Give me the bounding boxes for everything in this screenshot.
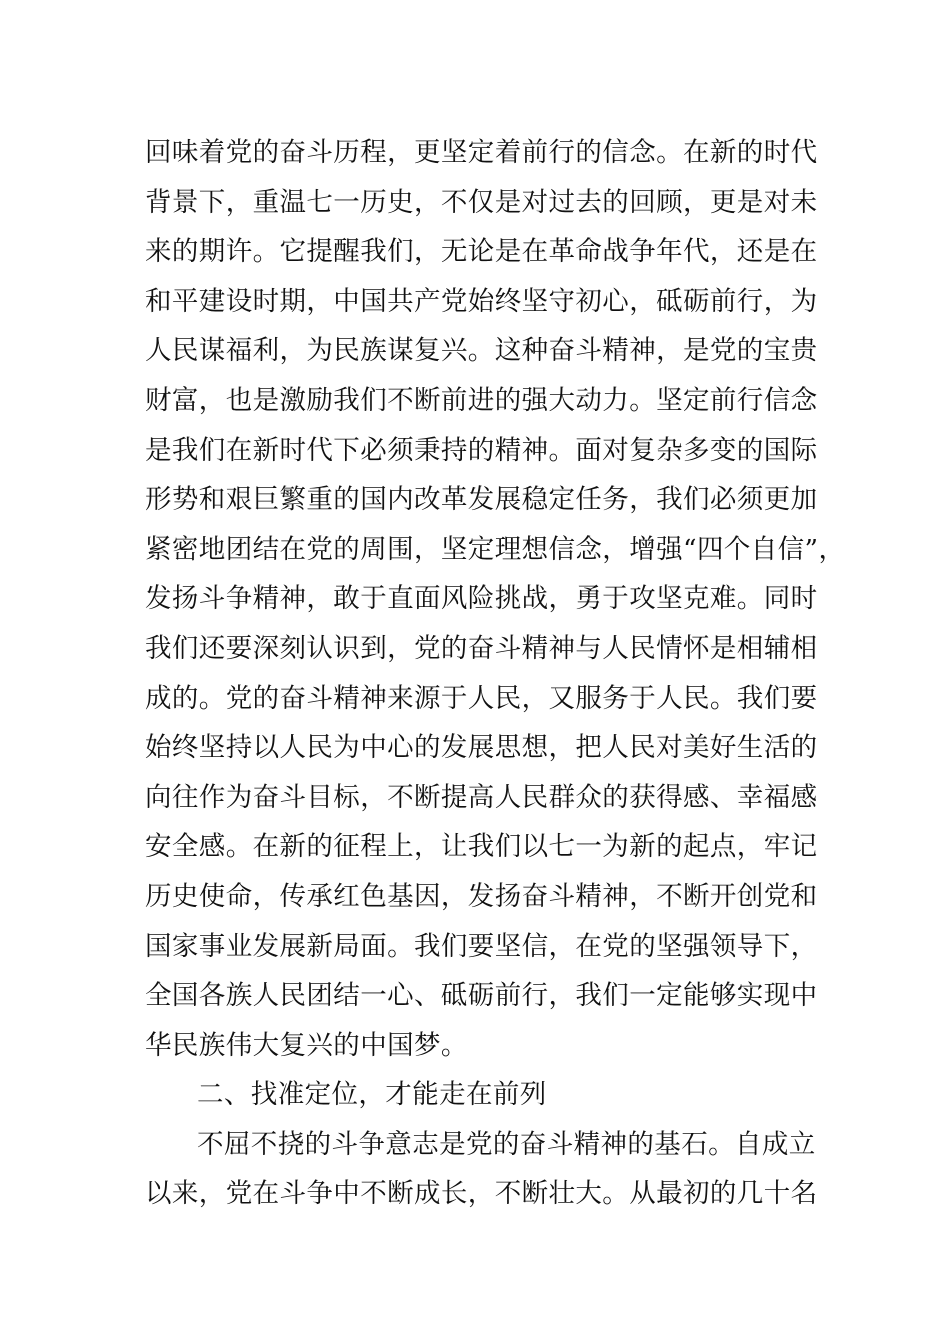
section-heading: 二、找准定位，才能走在前列 <box>197 1079 547 1111</box>
text-line: 不屈不挠的斗争意志是党的奋斗精神的基石。自成立 <box>197 1128 816 1160</box>
text-line: 国家事业发展新局面。我们要坚信，在党的坚强领导下， <box>145 930 818 962</box>
text-line: 成的。党的奋斗精神来源于人民，又服务于人民。我们要 <box>145 682 818 714</box>
text-line: 以来，党在斗争中不断成长，不断壮大。从最初的几十名 <box>145 1178 818 1210</box>
text-line: 人民谋福利，为民族谋复兴。这种奋斗精神，是党的宝贵 <box>145 335 818 367</box>
text-line: 安全感。在新的征程上，让我们以七一为新的起点，牢记 <box>145 831 818 863</box>
body-text <box>145 128 846 1219</box>
text-line: 形势和艰巨繁重的国内改革发展稳定任务，我们必须更加 <box>145 484 818 516</box>
text-line: 全国各族人民团结一心、砥砺前行，我们一定能够实现中 <box>145 980 818 1012</box>
text-line: 是我们在新时代下必须秉持的精神。面对复杂多变的国际 <box>145 434 818 466</box>
text-line: 华民族伟大复兴的中国梦。 <box>145 1029 468 1061</box>
text-line: 历史使命，传承红色基因，发扬奋斗精神，不断开创党和 <box>145 880 818 912</box>
text-line: 我们还要深刻认识到，党的奋斗精神与人民情怀是相辅相 <box>145 632 818 664</box>
text-line: 来的期许。它提醒我们，无论是在革命战争年代，还是在 <box>145 236 818 268</box>
text-line: 和平建设时期，中国共产党始终坚守初心，砥砺前行，为 <box>145 285 818 317</box>
text-line: 发扬斗争精神，敢于直面风险挑战，勇于攻坚克难。同时 <box>145 583 818 615</box>
text-line: 回味着党的奋斗历程，更坚定着前行的信念。在新的时代 <box>145 137 818 168</box>
paragraph-1 <box>145 128 846 1070</box>
text-line: 向往作为奋斗目标，不断提高人民群众的获得感、幸福感 <box>145 781 818 813</box>
text-line: 始终坚持以人民为中心的发展思想，把人民对美好生活的 <box>145 732 818 764</box>
paragraph-2 <box>145 1120 818 1219</box>
text-line: 背景下，重温七一历史，不仅是对过去的回顾，更是对未 <box>145 186 818 218</box>
text-line: 紧密地团结在党的周围，坚定理想信念，增强“四个自信”， <box>145 533 846 565</box>
text-line: 财富，也是激励我们不断前进的强大动力。坚定前行信念 <box>145 384 818 416</box>
